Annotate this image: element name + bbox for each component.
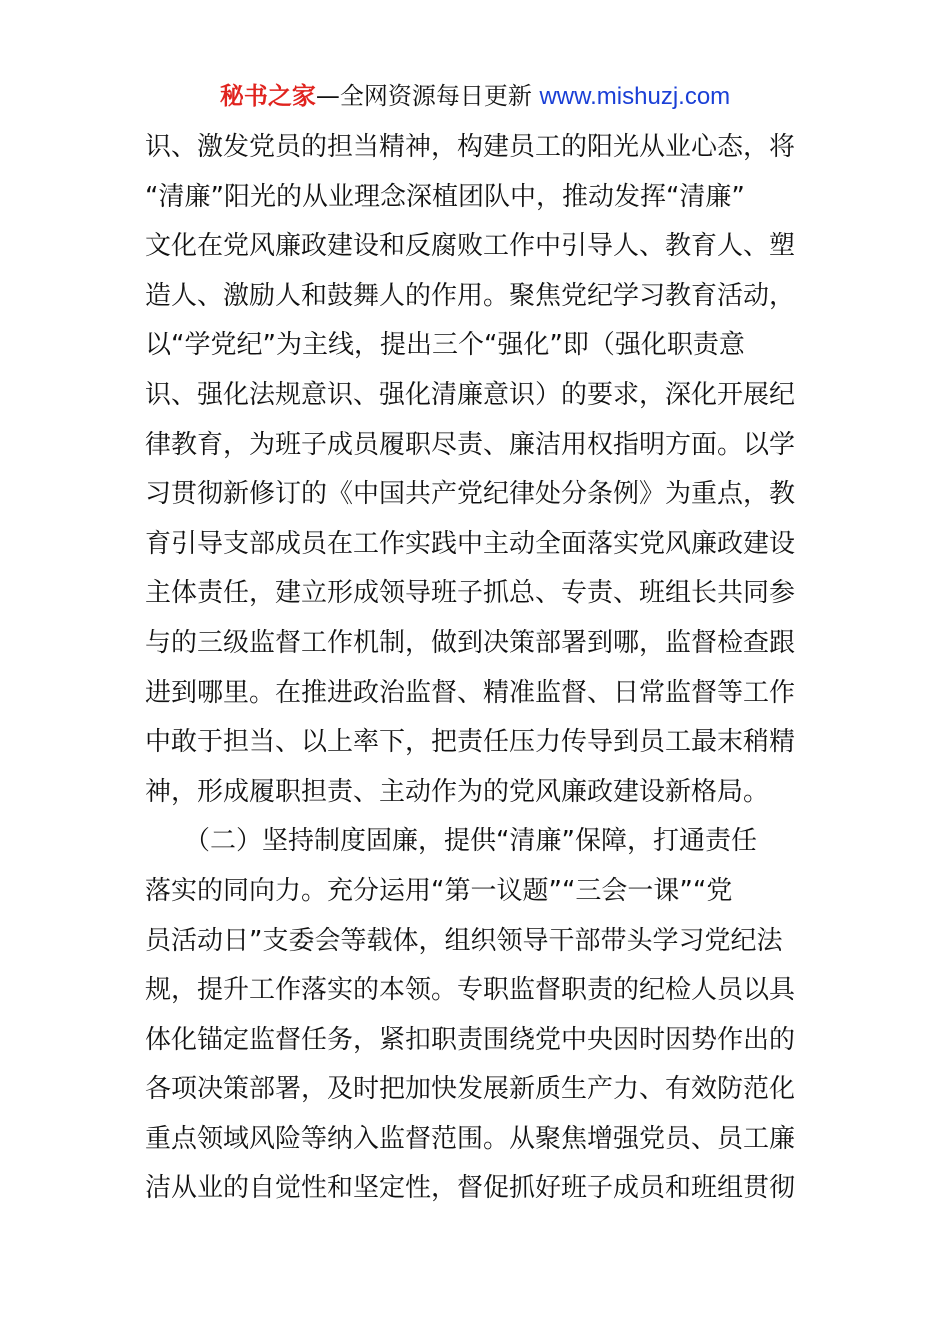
text-line: 识、激发党员的担当精神，构建员工的阳光从业心态，将 bbox=[145, 132, 796, 162]
text-line: （二）坚持制度固廉，提供“清廉”保障，打通责任 bbox=[145, 826, 757, 857]
site-brand: 秘书之家 bbox=[219, 82, 316, 110]
text-line: 与的三级监督工作机制，做到决策部署到哪，监督检查跟 bbox=[145, 627, 796, 658]
text-line: 习贯彻新修订的《中国共产党纪律处分条例》为重点，教 bbox=[145, 479, 796, 510]
text-line: 育引导支部成员在工作实践中主动全面落实党风廉政建设 bbox=[145, 528, 796, 559]
text-line: 各项决策部署，及时把加快发展新质生产力、有效防范化 bbox=[145, 1074, 796, 1105]
text-line: 造人、激励人和鼓舞人的作用。聚焦党纪学习教育活动， bbox=[145, 280, 796, 311]
text-line: 以“学党纪”为主线，提出三个“强化”即（强化职责意 bbox=[145, 330, 745, 361]
site-header bbox=[0, 80, 950, 113]
text-line: 洁从业的自觉性和坚定性，督促抓好班子成员和班组贯彻 bbox=[145, 1173, 796, 1204]
text-line: 主体责任，建立形成领导班子抓总、专责、班组长共同参 bbox=[145, 578, 796, 609]
site-tagline: —全网资源每日更新 bbox=[315, 82, 532, 110]
document-body bbox=[145, 123, 807, 1214]
text-line: 神，形成履职担责、主动作为的党风廉政建设新格局。 bbox=[145, 776, 770, 807]
text-line: 落实的同向力。充分运用“第一议题”“三会一课”“党 bbox=[145, 875, 733, 906]
text-line: 重点领域风险等纳入监督范围。从聚焦增强党员、员工廉 bbox=[145, 1123, 796, 1154]
text-line: 员活动日”支委会等载体，组织领导干部带头学习党纪法 bbox=[145, 925, 783, 956]
text-line: 识、强化法规意识、强化清廉意识）的要求，深化开展纪 bbox=[145, 379, 796, 410]
site-url-link[interactable]: www.mishuzj.com bbox=[539, 83, 731, 110]
text-line: 文化在党风廉政建设和反腐败工作中引导人、教育人、塑 bbox=[145, 231, 796, 262]
text-line: 规，提升工作落实的本领。专职监督职责的纪检人员以具 bbox=[145, 975, 796, 1006]
text-line: 中敢于担当、以上率下，把责任压力传导到员工最末稍精 bbox=[145, 727, 796, 758]
text-line: “清廉”阳光的从业理念深植团队中，推动发挥“清廉” bbox=[145, 181, 745, 212]
text-line: 律教育，为班子成员履职尽责、廉洁用权指明方面。以学 bbox=[145, 429, 796, 460]
text-line: 体化锚定监督任务，紧扣职责围绕党中央因时因势作出的 bbox=[145, 1024, 796, 1055]
text-line: 进到哪里。在推进政治监督、精准监督、日常监督等工作 bbox=[145, 677, 796, 708]
